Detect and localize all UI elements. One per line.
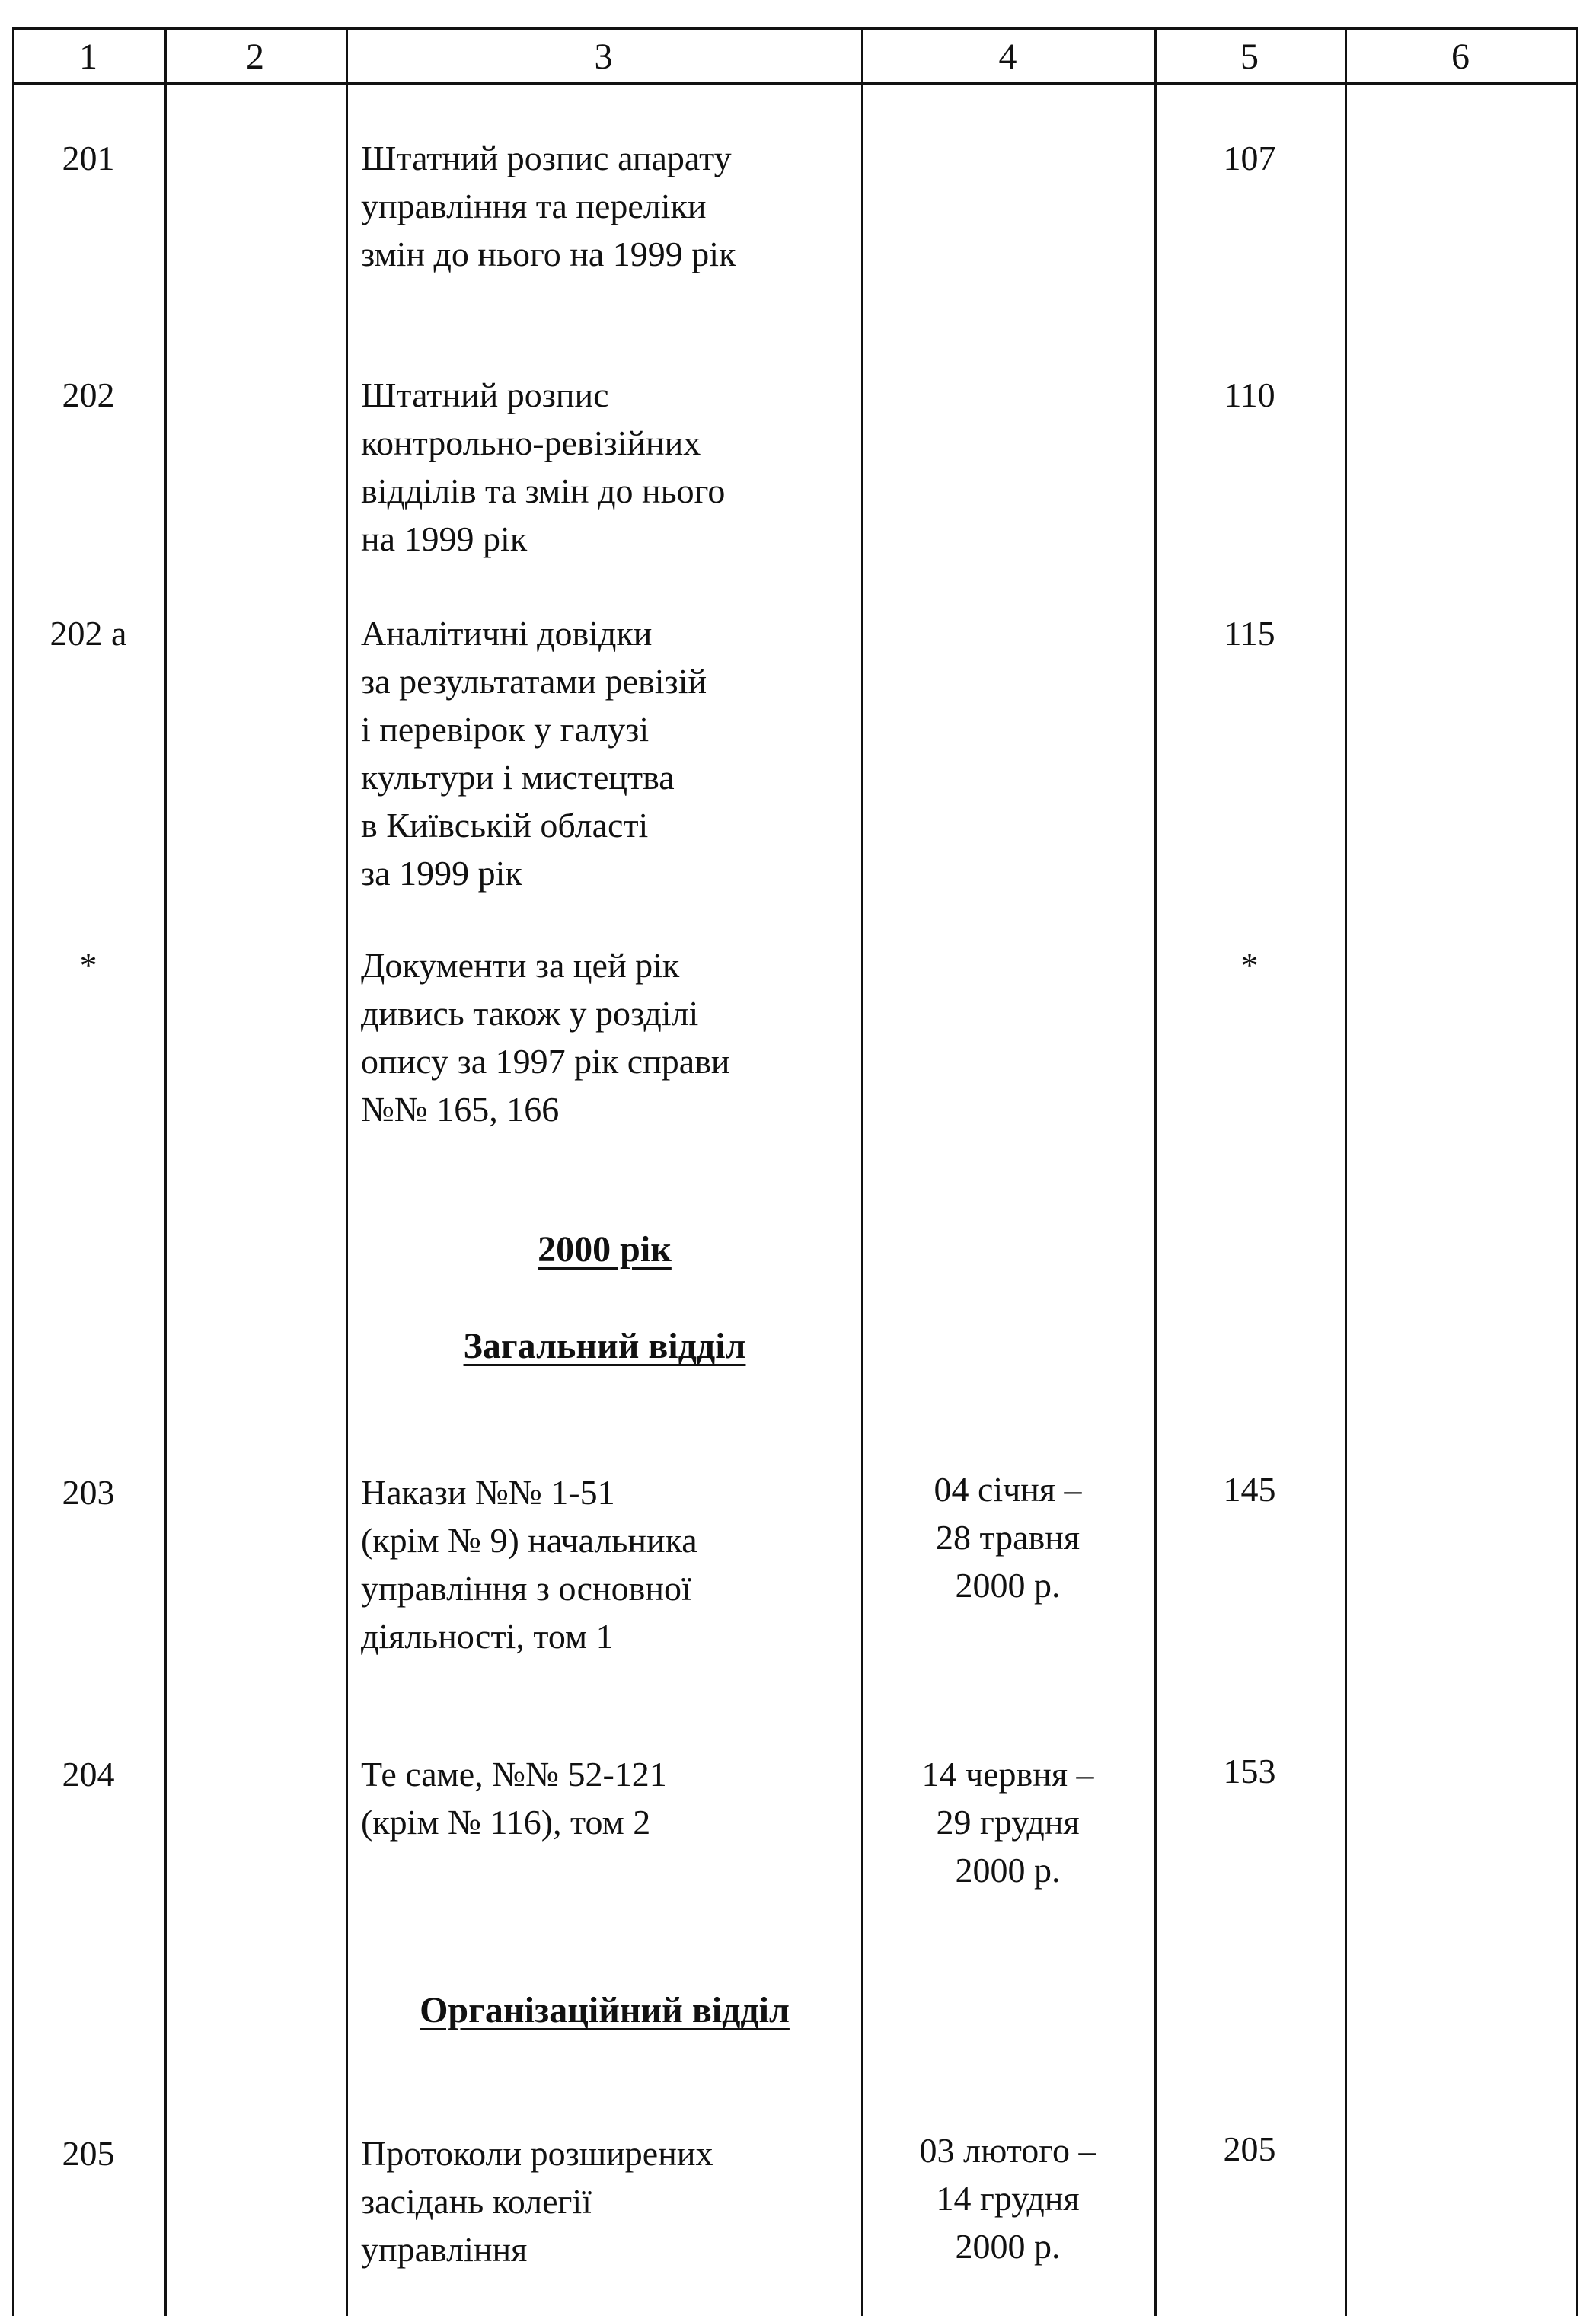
file-title: Те саме, №№ 52-121 (крім № 116), том 2 — [361, 1755, 667, 1842]
file-title: Штатний розпис апарату управління та переліки змін до нього на 1999 рік — [361, 139, 736, 273]
header-bottom-border — [12, 82, 1578, 85]
sheet-count: 115 — [1224, 614, 1275, 653]
file-dates: 04 січня – 28 травня 2000 р. — [934, 1470, 1082, 1605]
file-number: 201 — [62, 139, 115, 177]
file-number: 205 — [62, 2134, 115, 2173]
column-divider — [346, 27, 348, 2316]
sheet-count: 107 — [1223, 139, 1276, 177]
column-header-2: 2 — [246, 36, 264, 77]
sheet-count: 110 — [1224, 375, 1275, 414]
file-title: Штатний розпис контрольно-ревізійних відділів та змін до нього на 1999 рік — [361, 375, 726, 558]
column-divider — [164, 27, 167, 2316]
table-top-border — [12, 27, 1578, 30]
section-heading-organizational: Організаційний відділ — [420, 1990, 790, 2030]
file-dates: 03 лютого – 14 грудня 2000 р. — [919, 2131, 1096, 2266]
file-dates: 14 червня – 29 грудня 2000 р. — [921, 1755, 1094, 1890]
file-title: Документи за цей рік дивись також у розділі опису за 1997 рік справи №№ 165, 166 — [361, 946, 730, 1129]
column-header-3: 3 — [594, 36, 613, 77]
file-number: 202 — [62, 375, 115, 414]
file-title: Аналітичні довідки за результатами ревізій і перевірок у галузі культури і мистецтва в Київській області за 1999 рік — [361, 614, 707, 893]
column-divider — [1576, 27, 1578, 2316]
column-header-4: 4 — [998, 36, 1017, 77]
column-header-5: 5 — [1240, 36, 1259, 77]
column-header-1: 1 — [79, 36, 97, 77]
sheet-count: 205 — [1223, 2129, 1276, 2168]
file-title: Накази №№ 1-51 (крім № 9) начальника управління з основної діяльності, том 1 — [361, 1473, 697, 1656]
file-title: Протоколи розширених засідань колегії управління — [361, 2134, 713, 2269]
file-number: 202 а — [49, 614, 127, 653]
file-number: * — [79, 946, 97, 985]
sheet-count: 153 — [1223, 1752, 1276, 1791]
column-header-6: 6 — [1451, 36, 1470, 77]
file-number: 204 — [62, 1755, 115, 1794]
file-number: 203 — [62, 1473, 115, 1512]
sheet-count: 145 — [1223, 1470, 1276, 1509]
section-heading-general: Загальний відділ — [463, 1326, 746, 1366]
sheet-count: * — [1240, 946, 1259, 985]
column-divider — [1345, 27, 1347, 2316]
year-heading: 2000 рік — [538, 1229, 672, 1270]
